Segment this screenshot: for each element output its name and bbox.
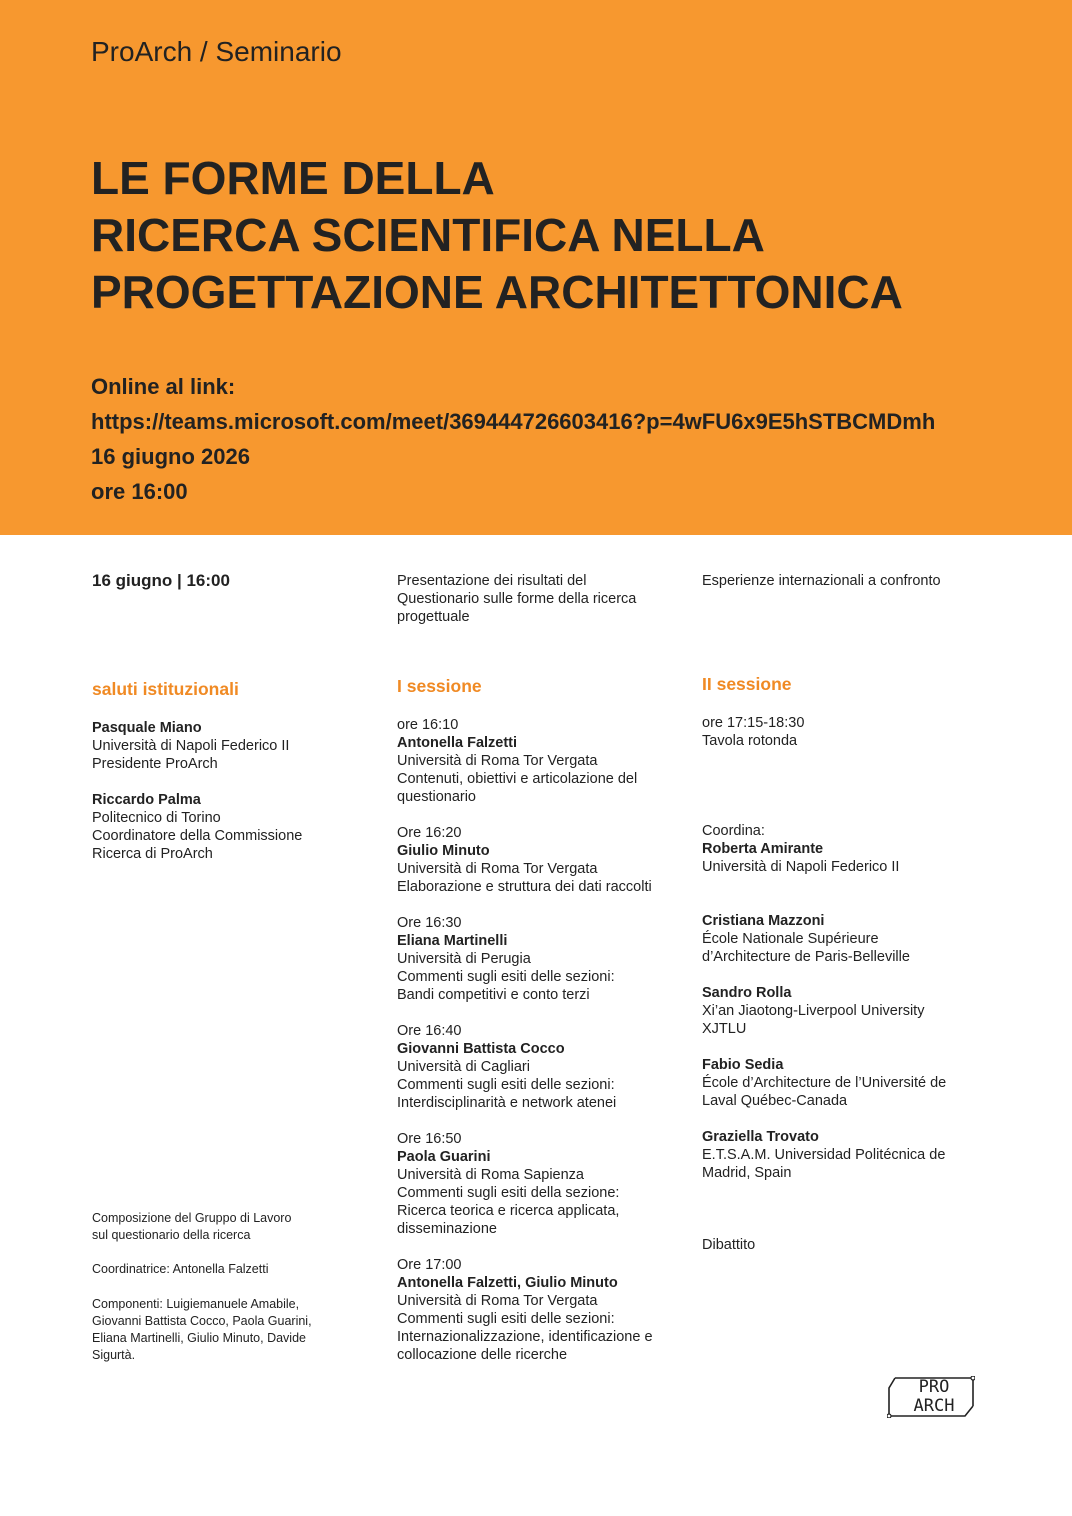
members-note bbox=[92, 1296, 372, 1364]
title-line: RICERCA SCIENTIFICA NELLA bbox=[91, 209, 765, 261]
panelist-affiliation: Madrid, Spain bbox=[702, 1165, 792, 1181]
talk-line: Ricerca teorica e ricerca applicata, bbox=[397, 1203, 620, 1219]
working-group-note bbox=[92, 1210, 372, 1244]
talk-block bbox=[397, 824, 687, 896]
section-heading-i-sessione: I sessione bbox=[397, 676, 482, 696]
panelist-affiliation: École Nationale Supérieure bbox=[702, 931, 879, 947]
panelist-block bbox=[702, 912, 992, 966]
panelist-name: Cristiana Mazzoni bbox=[702, 913, 825, 929]
panelist-name: Sandro Rolla bbox=[702, 985, 792, 1001]
talk-block bbox=[397, 1022, 687, 1112]
series-kicker: ProArch / Seminario bbox=[91, 36, 342, 67]
talk-speaker: Paola Guarini bbox=[397, 1149, 491, 1165]
talk-line: Bandi competitivi e conto terzi bbox=[397, 987, 590, 1003]
talk-speaker: Antonella Falzetti, Giulio Minuto bbox=[397, 1275, 618, 1291]
panelist-block bbox=[702, 984, 992, 1038]
intro-presentation bbox=[397, 572, 687, 626]
talk-speaker: Giulio Minuto bbox=[397, 843, 490, 859]
intro-international: Esperienze internazionali a confronto bbox=[702, 573, 941, 589]
speaker-name: Pasquale Miano bbox=[92, 720, 202, 736]
intro-line: Questionario sulle forme della ricerca bbox=[397, 591, 637, 607]
section-heading-ii-sessione: II sessione bbox=[702, 674, 792, 694]
event-time: ore 16:00 bbox=[91, 479, 188, 504]
talk-time: Ore 16:20 bbox=[397, 825, 462, 841]
talk-time: Ore 16:40 bbox=[397, 1023, 462, 1039]
panelist-affiliation: XJTLU bbox=[702, 1021, 747, 1037]
section-heading-saluti: saluti istituzionali bbox=[92, 679, 239, 699]
moderator-name: Roberta Amirante bbox=[702, 841, 824, 857]
title-line: LE FORME DELLA bbox=[91, 152, 495, 204]
moderator-block bbox=[702, 822, 992, 876]
footer-line: Eliana Martinelli, Giulio Minuto, Davide bbox=[92, 1331, 306, 1345]
event-title bbox=[91, 150, 903, 321]
talk-speaker: Giovanni Battista Cocco bbox=[397, 1041, 565, 1057]
talk-block bbox=[397, 914, 687, 1004]
talk-time: Ore 17:00 bbox=[397, 1257, 462, 1273]
talk-line: Contenuti, obiettivi e articolazione del bbox=[397, 771, 638, 787]
speaker-role: Coordinatore della Commissione bbox=[92, 828, 303, 844]
panelist-affiliation: École d’Architecture de l’Université de bbox=[702, 1075, 947, 1091]
footer-line: sul questionario della ricerca bbox=[92, 1228, 251, 1242]
speaker-affiliation: Università di Napoli Federico II bbox=[92, 738, 290, 754]
header-banner bbox=[0, 0, 1072, 535]
speaker-block bbox=[92, 791, 372, 863]
roundtable-info bbox=[702, 714, 992, 750]
talk-line: Internazionalizzazione, identificazione e bbox=[397, 1329, 653, 1345]
logo-line: PRO bbox=[918, 1377, 950, 1397]
talk-line: Commenti sugli esiti delle sezioni: bbox=[397, 969, 615, 985]
event-date: 16 giugno 2026 bbox=[91, 444, 250, 469]
panelist-affiliation: E.T.S.A.M. Universidad Politécnica de bbox=[702, 1147, 946, 1163]
talk-line: Università di Cagliari bbox=[397, 1059, 530, 1075]
talk-line: questionario bbox=[397, 789, 476, 805]
panelist-affiliation: Xi’an Jiaotong-Liverpool University bbox=[702, 1003, 925, 1019]
panelist-name: Graziella Trovato bbox=[702, 1129, 819, 1145]
footer-line: Sigurtà. bbox=[92, 1348, 136, 1362]
talk-speaker: Eliana Martinelli bbox=[397, 933, 508, 949]
speaker-block bbox=[92, 719, 372, 773]
talk-line: Elaborazione e struttura dei dati raccolti bbox=[397, 879, 652, 895]
roundtable-title: Tavola rotonda bbox=[702, 733, 798, 749]
moderator-label: Coordina: bbox=[702, 823, 765, 839]
panelist-affiliation: Laval Québec-Canada bbox=[702, 1093, 848, 1109]
speaker-role: Presidente ProArch bbox=[92, 756, 218, 772]
panelist-block bbox=[702, 1056, 992, 1110]
talk-line: Interdisciplinarità e network atenei bbox=[397, 1095, 617, 1111]
talk-block bbox=[397, 1130, 687, 1238]
talk-line: Università di Perugia bbox=[397, 951, 531, 967]
logo-line: ARCH bbox=[913, 1396, 955, 1416]
talk-line: Università di Roma Sapienza bbox=[397, 1167, 584, 1183]
talk-line: Università di Roma Tor Vergata bbox=[397, 861, 598, 877]
talk-time: Ore 16:50 bbox=[397, 1131, 462, 1147]
meeting-link[interactable]: https://teams.microsoft.com/meet/369444726603416?p=4wFU6x9E5hSTBCMDmh bbox=[91, 409, 936, 434]
talk-line: disseminazione bbox=[397, 1221, 497, 1237]
panelist-affiliation: d’Architecture de Paris-Belleville bbox=[702, 949, 910, 965]
talk-line: Commenti sugli esiti delle sezioni: bbox=[397, 1311, 615, 1327]
talk-block bbox=[397, 1256, 687, 1364]
speaker-affiliation: Politecnico di Torino bbox=[92, 810, 221, 826]
closing-debate: Dibattito bbox=[702, 1237, 756, 1253]
panelist-block bbox=[702, 1128, 992, 1182]
footer-line: Componenti: Luigiemanuele Amabile, bbox=[92, 1297, 300, 1311]
talk-line: Commenti sugli esiti della sezione: bbox=[397, 1185, 620, 1201]
intro-date-time: 16 giugno | 16:00 bbox=[92, 571, 230, 590]
talk-block bbox=[397, 716, 687, 806]
talk-line: Università di Roma Tor Vergata bbox=[397, 753, 598, 769]
coordinator-note: Coordinatrice: Antonella Falzetti bbox=[92, 1262, 269, 1276]
online-info bbox=[91, 369, 935, 509]
speaker-role: Ricerca di ProArch bbox=[92, 846, 213, 862]
moderator-affiliation: Università di Napoli Federico II bbox=[702, 859, 900, 875]
intro-line: Presentazione dei risultati del bbox=[397, 573, 587, 589]
panelist-name: Fabio Sedia bbox=[702, 1057, 784, 1073]
talk-line: Commenti sugli esiti delle sezioni: bbox=[397, 1077, 615, 1093]
footer-line: Giovanni Battista Cocco, Paola Guarini, bbox=[92, 1314, 312, 1328]
speaker-name: Riccardo Palma bbox=[92, 792, 201, 808]
talk-line: collocazione delle ricerche bbox=[397, 1347, 568, 1363]
talk-time: Ore 16:30 bbox=[397, 915, 462, 931]
talk-line: Università di Roma Tor Vergata bbox=[397, 1293, 598, 1309]
roundtable-time: ore 17:15-18:30 bbox=[702, 715, 805, 731]
talk-speaker: Antonella Falzetti bbox=[397, 735, 518, 751]
talk-time: ore 16:10 bbox=[397, 717, 459, 733]
title-line: PROGETTAZIONE ARCHITETTONICA bbox=[91, 266, 903, 318]
footer-line: Composizione del Gruppo di Lavoro bbox=[92, 1211, 292, 1225]
logo-text bbox=[899, 1378, 969, 1416]
online-label: Online al link: bbox=[91, 374, 236, 399]
intro-line: progettuale bbox=[397, 609, 470, 625]
